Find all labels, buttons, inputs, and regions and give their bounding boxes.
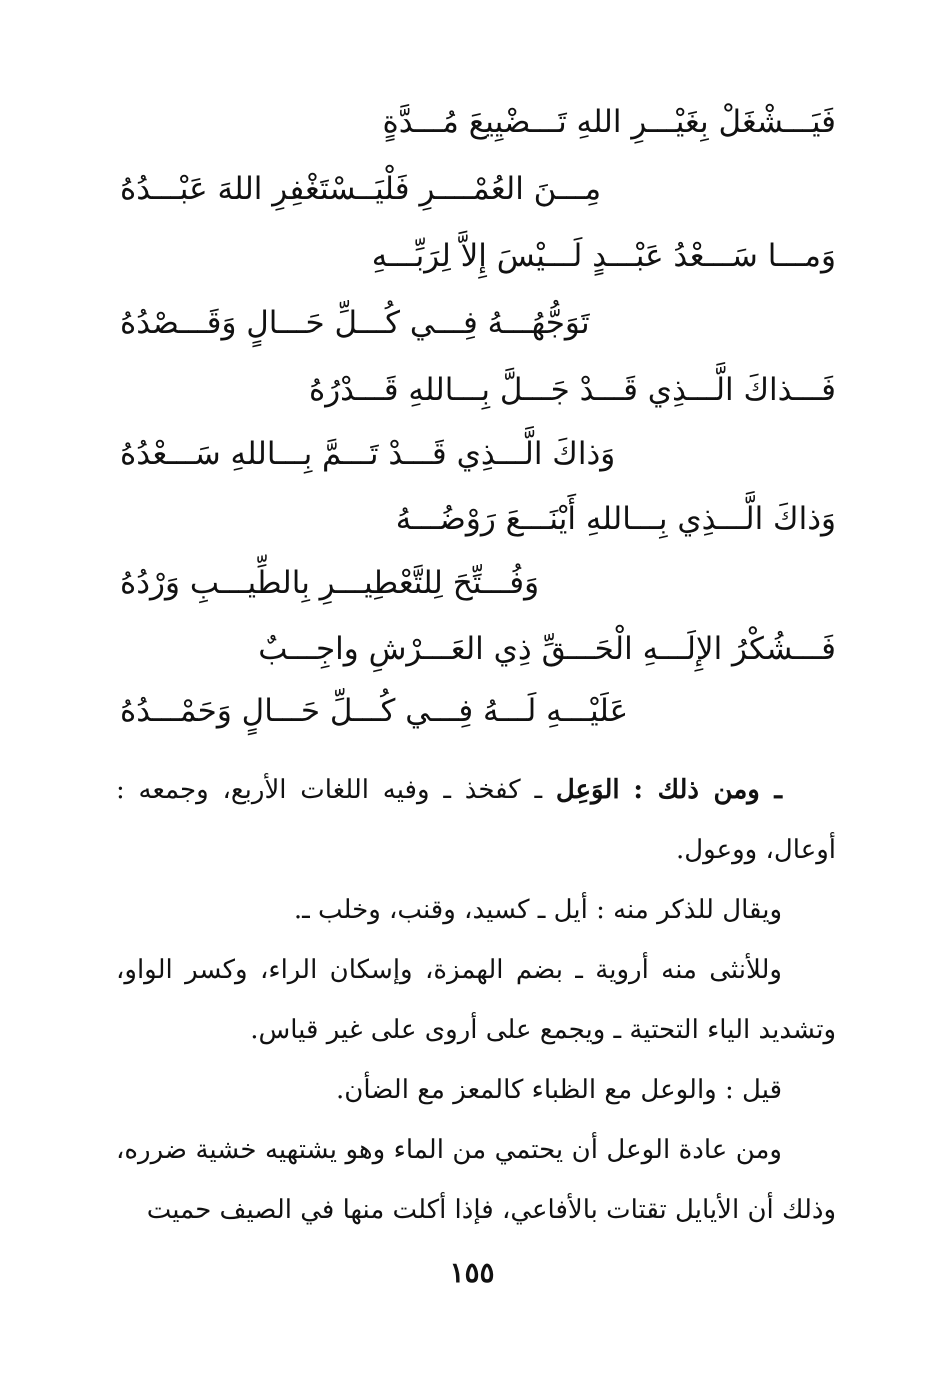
verse-line-4: تَوَجُّهُـــهُ فِـــي كُـــلِّ حَـــالٍ وَقَـــصْدُهُ (120, 305, 590, 341)
paragraph-wal-definition (116, 760, 836, 880)
page-number: ١٥٥ (449, 1256, 495, 1289)
prose-body (116, 760, 836, 1240)
paragraph-comparison: قيل : والوعل مع الظباء كالمعز مع الضأن. (335, 1075, 782, 1105)
paragraph-habit: ومن عادة الوعل أن يحتمي من الماء وهو يشتهيه خشية ضرره، وذلك أن الأيايل تقتات بالأفاعي، فإذا أكلت منها في الصيف حميت (116, 1135, 836, 1225)
entry-term: الوَعِل (555, 775, 620, 805)
paragraph-female-name: وللأنثى منه أروية ـ بضم الهمزة، وإسكان الراء، وكسر الواو، وتشديد الياء التحتية ـ ويجمع على أروى على غير قياس. (116, 955, 836, 1045)
verse-line-3: وَمـــا سَـــعْدُ عَبْـــدٍ لَـــيْسَ إِلاَّ لِرَبِّـــهِ (371, 238, 836, 274)
verse-line-7: وَذاكَ الَّـــذِي بِـــاللهِ أَيْنَـــعَ رَوْضُـــهُ (395, 501, 836, 537)
paragraph-male-name: ويقال للذكر منه : أيل ـ كسيد، وقنب، وخلب ـ. (293, 895, 782, 925)
verse-line-8: وَفُـــتِّحَ لِلتَّعْطِيـــرِ بِالطِّيـــبِ وَرْدُهُ (120, 565, 540, 601)
paragraph-text: ـ كفخذ ـ وفيه اللغات الأربع، وجمعه : أوعال، ووعول. (116, 775, 836, 865)
verse-line-1: فَيَـــشْغَلْ بِغَيْـــرِ اللهِ تَـــضْيِيعَ مُـــدَّةٍ (382, 104, 836, 140)
verse-line-5: فَـــذاكَ الَّـــذِي قَـــدْ جَـــلَّ بِـــاللهِ قَـــدْرُهُ (308, 372, 836, 408)
paragraph-intro: ـ ومن ذلك : (633, 775, 782, 805)
verse-line-10: عَلَيْـــهِ لَـــهُ فِـــي كُـــلِّ حَـــالٍ وَحَمْـــدُهُ (120, 693, 629, 729)
verse-line-2: مِـــنَ العُمْــــرِ فَلْيَــسْتَغْفِرِ اللهَ عَبْـــدُهُ (120, 171, 602, 207)
verse-line-9: فَـــشُكْرُ الإِلَـــهِ الْحَـــقِّ ذِي العَـــرْشِ واجِـــبٌ (258, 631, 836, 667)
verse-line-6: وَذاكَ الَّـــذِي قَـــدْ تَـــمَّ بِـــاللهِ سَـــعْدُهُ (120, 436, 616, 472)
